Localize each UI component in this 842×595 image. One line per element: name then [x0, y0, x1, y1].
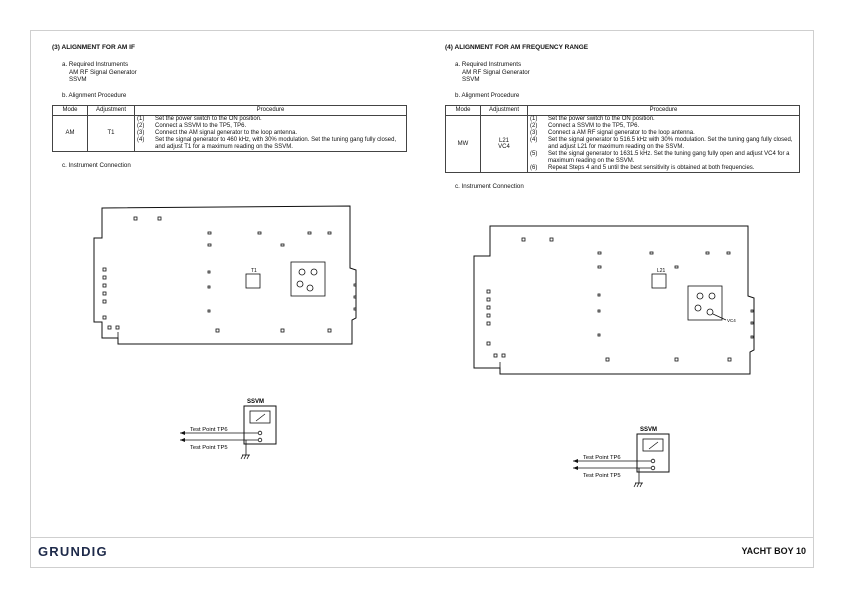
procedure-step: (2) Connect a SSVM to the TP5, TP6.: [137, 122, 247, 129]
board-label-l21: L21: [657, 268, 666, 274]
cell-mode: AM: [53, 115, 88, 151]
board-label-t1: T1: [251, 268, 257, 274]
header-adjustment: Adjustment: [481, 105, 528, 115]
procedure-label: b. Alignment Procedure: [455, 91, 520, 99]
header-mode: Mode: [446, 105, 481, 115]
pcb-board-diagram: [470, 222, 755, 377]
model-name: YACHT BOY 10: [741, 546, 806, 556]
instrument-item: SSVM: [69, 76, 87, 84]
cell-steps: [135, 115, 407, 151]
instruments-label: a. Required Instruments: [455, 61, 522, 68]
section-title: (3) ALIGNMENT FOR AM IF: [52, 44, 135, 51]
procedure-label: b. Alignment Procedure: [62, 91, 127, 99]
procedure-step: (6) Repeat Steps 4 and 5 until the best sensitivity is obtained at both frequencies.: [530, 164, 755, 171]
procedure-step: (4) Set the signal generator to 516.5 kHz with 30% modulation. Set the tuning gang fully closed, and adjust L21 for maximum reading on the SSVM.: [530, 136, 793, 150]
instrument-item: AM RF Signal Generator: [69, 68, 137, 76]
board-label-vc4: VC4: [727, 318, 736, 323]
procedure-step: (5) Set the signal generator to 1631.5 kHz. Set the tuning gang fully open and adjust VC4 for a maximum reading on the SSVM.: [530, 150, 790, 164]
instruments-label: a. Required Instruments: [62, 61, 129, 68]
procedure-step: (1) Set the power switch to the ON position.: [530, 115, 655, 122]
brand-logo: GRUNDIG: [38, 544, 108, 559]
header-mode: Mode: [53, 105, 88, 115]
footer-divider: [30, 537, 814, 538]
pcb-board-diagram: [88, 198, 363, 348]
ssvm-label: SSVM: [640, 427, 658, 433]
cell-mode: MW: [446, 115, 481, 172]
procedure-step: (3) Connect a AM RF signal generator to the loop antenna.: [530, 129, 695, 136]
section-am-if: [52, 44, 407, 169]
header-procedure: Procedure: [135, 105, 407, 115]
ssvm-connection-diagram: [565, 421, 685, 496]
procedure-table: [52, 105, 407, 152]
cell-steps: [528, 115, 800, 172]
procedure-step: (4) Set the signal generator to 460 kHz, with 30% modulation. Set the tuning gang fully closed, and adjust T1 for a maximum reading on the SSVM.: [137, 136, 397, 150]
instrument-item: SSVM: [462, 76, 480, 84]
tp6-label: Test Point TP6: [583, 455, 621, 461]
adjustment-l21: L21: [498, 137, 509, 144]
cell-adjustment: T1: [88, 115, 135, 151]
procedure-table: [445, 105, 800, 173]
connection-label: c. Instrument Connection: [62, 161, 131, 169]
procedure-step: (1) Set the power switch to the ON position.: [137, 115, 262, 122]
ssvm-label: SSVM: [247, 399, 265, 405]
header-adjustment: Adjustment: [88, 105, 135, 115]
tp6-label: Test Point TP6: [190, 427, 228, 433]
adjustment-vc4: VC4: [498, 143, 510, 150]
header-procedure: Procedure: [528, 105, 800, 115]
tp5-label: Test Point TP5: [583, 473, 621, 479]
section-title: (4) ALIGNMENT FOR AM FREQUENCY RANGE: [445, 44, 589, 51]
procedure-step: (3) Connect the AM signal generator to the loop antenna.: [137, 129, 298, 136]
ssvm-connection-diagram: [172, 393, 292, 468]
connection-label: c. Instrument Connection: [455, 182, 524, 190]
procedure-step: (2) Connect a SSVM to the TP5, TP6.: [530, 122, 640, 129]
tp5-label: Test Point TP5: [190, 445, 228, 451]
section-am-frequency-range: [445, 44, 800, 190]
instrument-item: AM RF Signal Generator: [462, 68, 530, 76]
cell-adjustment: [481, 115, 528, 172]
